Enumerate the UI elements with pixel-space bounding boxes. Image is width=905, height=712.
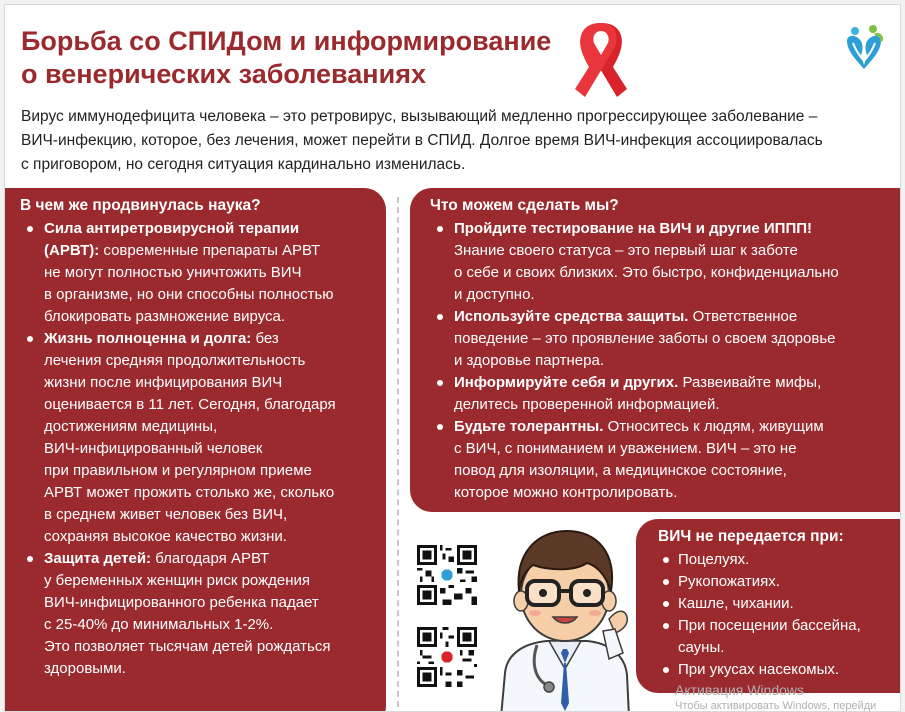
science-progress-panel (5, 188, 386, 712)
item-text: при правильном и регулярном приеме (44, 462, 312, 479)
heart-people-logo (841, 21, 887, 73)
item-text: у беременных женщин риск рождения (44, 572, 311, 589)
item-text: При укусах насекомых. (678, 661, 840, 678)
red-ribbon-icon (565, 17, 637, 101)
what-we-can-do-panel (410, 188, 901, 512)
item-text: с 25-40% до минимальных 1-2%. (44, 616, 274, 633)
page-title (21, 25, 581, 91)
list-item (430, 218, 892, 306)
what-we-can-do-heading: Что можем сделать мы? (430, 197, 619, 214)
item-title: Информируйте себя и других. (454, 374, 679, 391)
intro-line: Вирус иммунодефицита человека – это ретровирус, вызывающий медленно прогрессирующее заболевание – (21, 108, 818, 125)
item-text: не могут полностью уничтожить ВИЧ (44, 264, 302, 281)
item-text: современные препараты АРВТ (99, 242, 321, 259)
list-item (658, 571, 894, 593)
item-title: Используйте средства защиты. (454, 308, 689, 325)
item-title: Сила антиретровирусной терапии (44, 220, 300, 237)
watermark-subtitle: Чтобы активировать Windows, перейди (675, 700, 877, 712)
item-text: Ответственное (688, 308, 798, 325)
list-item (658, 615, 894, 659)
not-transmitted-heading: ВИЧ не передается при: (658, 528, 844, 545)
list-item (430, 306, 892, 372)
item-text: АРВТ может прожить столько же, сколько (44, 484, 335, 501)
list-item (20, 548, 378, 680)
item-text: блокировать размножение вируса. (44, 308, 286, 325)
what-we-can-do-list (430, 218, 892, 504)
qr-code-icon[interactable] (417, 545, 477, 605)
item-text: сауны. (678, 639, 725, 656)
intro-line: ВИЧ-инфекцию, которое, без лечения, может перейти в СПИД. Долгое время ВИЧ-инфекция ассоциировалась (21, 132, 823, 149)
title-line-2: о венерических заболеваниях (21, 59, 426, 89)
not-transmitted-panel (636, 519, 901, 693)
item-title: Будьте толерантны. (454, 418, 604, 435)
qr-code-icon[interactable] (417, 627, 477, 687)
item-text: с ВИЧ, с пониманием и уважением. ВИЧ – это не (454, 440, 797, 457)
list-item (658, 659, 894, 681)
title-line-1: Борьба со СПИДом и информирование (21, 26, 552, 56)
item-text: делитесь проверенной информацией. (454, 396, 720, 413)
item-text: здоровыми. (44, 660, 126, 677)
item-text: ВИЧ-инфицированный человек (44, 440, 263, 457)
science-progress-list (20, 218, 378, 680)
list-item (658, 549, 894, 571)
list-item (430, 372, 892, 416)
item-title: Защита детей: (44, 550, 152, 567)
item-text: Знание своего статуса – это первый шаг к заботе (454, 242, 798, 259)
item-text: Это позволяет тысячам детей рождаться (44, 638, 331, 655)
windows-activation-watermark (675, 681, 876, 712)
item-text: оценивается в 11 лет. Сегодня, благодаря (44, 396, 336, 413)
item-text: жизни после инфицирования ВИЧ (44, 374, 283, 391)
item-text: в организме, но они способны полностью (44, 286, 334, 303)
list-item (20, 328, 378, 548)
item-text: ВИЧ-инфицированного ребенка падает (44, 594, 319, 611)
item-title: (АРВТ): (44, 242, 100, 259)
item-text: Кашле, чихании. (678, 595, 794, 612)
item-text: без (251, 330, 279, 347)
item-text: в среднем живет человек без ВИЧ, (44, 506, 288, 523)
watermark-title: Активация Windows (675, 682, 805, 698)
item-text: Развеивайте мифы, (678, 374, 822, 391)
item-text: благодаря АРВТ (151, 550, 270, 567)
item-title: Жизнь полноценна и долга: (44, 330, 252, 347)
item-text: повод для изоляции, а медицинское состояние, (454, 462, 787, 479)
list-item (430, 416, 892, 504)
not-transmitted-list (658, 549, 894, 681)
item-text: При посещении бассейна, (678, 617, 861, 634)
intro-paragraph (21, 105, 891, 177)
item-text: о себе и своих близких. Это быстро, конфиденциально (454, 264, 839, 281)
leaflet-page (4, 4, 901, 712)
item-text: достижениям медицины, (44, 418, 218, 435)
item-text: лечения средняя продолжительность (44, 352, 306, 369)
item-text: Поцелуях. (678, 551, 750, 568)
item-text: и здоровье партнера. (454, 352, 604, 369)
item-text: сохраняя высокое качество жизни. (44, 528, 287, 545)
list-item (20, 218, 378, 328)
item-text: Рукопожатиях. (678, 573, 780, 590)
intro-line: с приговором, но сегодня ситуация кардинально изменилась. (21, 156, 466, 173)
item-text: и доступно. (454, 286, 535, 303)
dashed-divider (397, 197, 399, 707)
list-item (658, 593, 894, 615)
item-title: Пройдите тестирование на ВИЧ и другие ИППП! (454, 220, 813, 237)
item-text: поведение – это проявление заботы о своем здоровье (454, 330, 836, 347)
doctor-illustration (491, 513, 639, 712)
item-text: Относитесь к людям, живущим (603, 418, 824, 435)
science-progress-heading: В чем же продвинулась наука? (20, 197, 261, 214)
item-text: которое можно контролировать. (454, 484, 678, 501)
